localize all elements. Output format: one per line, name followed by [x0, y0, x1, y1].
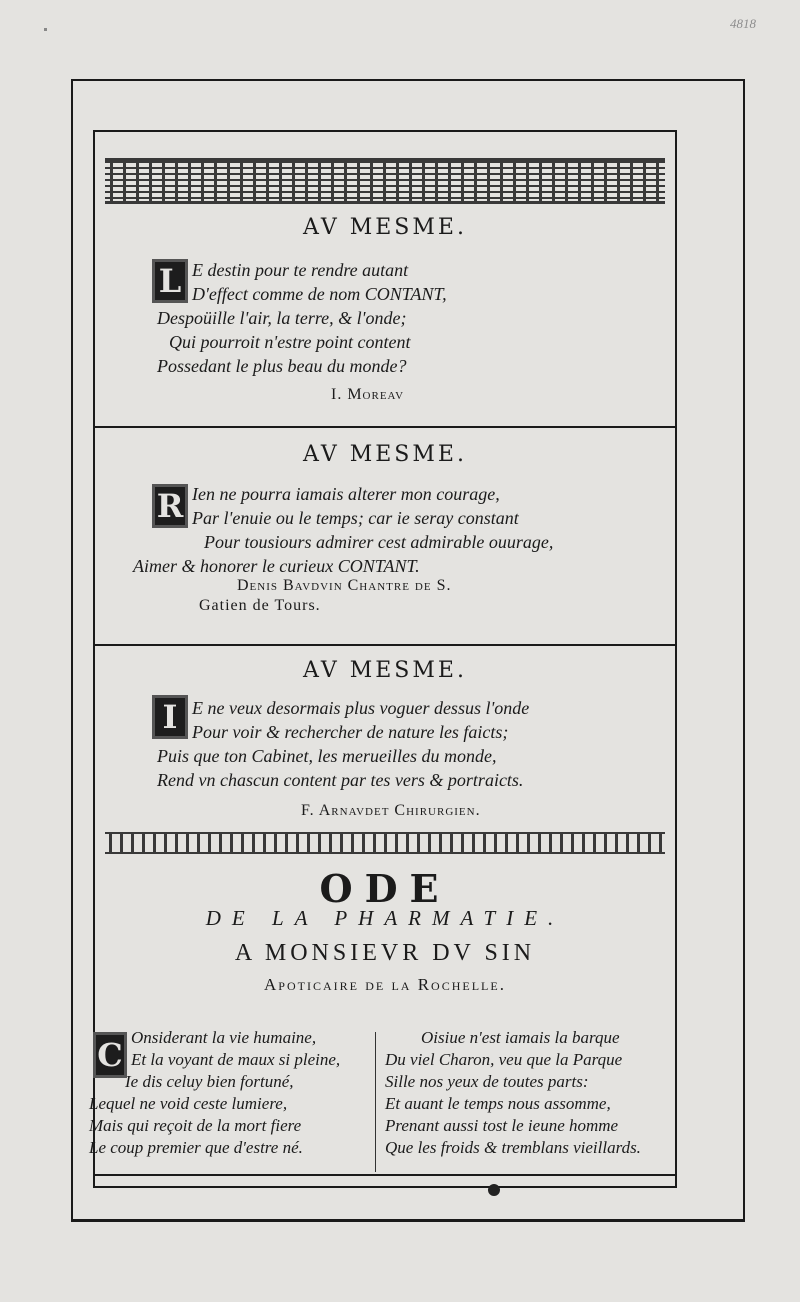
ode-right-line-4: Et auant le temps nous assomme,	[385, 1094, 611, 1113]
ode-right-line-3: Sille nos yeux de toutes parts:	[385, 1072, 589, 1091]
ode-left-stanza-cont	[89, 1071, 303, 1159]
poem1-verse-cont	[157, 306, 411, 378]
divider-2	[95, 644, 675, 646]
ode-role: Apoticaire de la Rochelle.	[264, 975, 506, 994]
poem1-line-4: Qui pourroit n'estre point content	[169, 332, 411, 352]
inner-frame	[89, 130, 677, 1188]
ode-left-line-4: Lequel ne void ceste lumiere,	[89, 1094, 288, 1113]
poem1-line-5: Possedant le plus beau du monde?	[157, 356, 407, 376]
ode-right-line-5: Prenant aussi tost le ieune homme	[385, 1116, 619, 1135]
poem3-signature: F. Arnavdet Chirurgien.	[301, 802, 481, 819]
ode-right-stanza	[385, 1027, 641, 1159]
poem2-signature-1: Denis Bavdvin Chantre de S.	[237, 577, 452, 594]
ode-left-line-1: Onsiderant la vie humaine,	[131, 1028, 317, 1047]
ode-right-line-1: Oisiue n'est iamais la barque	[421, 1028, 620, 1047]
poem3-verse	[192, 696, 529, 744]
poem3-line-1: E ne veux desormais plus voguer dessus l'onde	[192, 698, 530, 718]
ode-left-line-6: Le coup premier que d'estre né.	[89, 1138, 303, 1157]
ornamental-band-middle	[105, 832, 665, 854]
poem3-verse-cont	[157, 744, 523, 792]
poem2-verse-cont	[133, 554, 420, 578]
poem2-line-2: Par l'enuie ou le temps; car ie seray constant	[192, 508, 519, 528]
poem1-line-1: E destin pour te rendre autant	[192, 260, 409, 280]
ode-left-line-3: Ie dis celuy bien fortuné,	[125, 1072, 294, 1091]
poem2-line-1: Ien ne pourra iamais alterer mon courage,	[192, 484, 500, 504]
ode-left-line-5: Mais qui reçoit de la mort fiere	[89, 1116, 302, 1135]
poem2-signature-2: Gatien de Tours.	[199, 597, 321, 614]
ode-left-stanza	[131, 1027, 340, 1071]
ode-dedication: A MONSIEVR DV SIN	[234, 940, 536, 966]
poem1-dropcap: L	[152, 259, 188, 303]
poem2-verse	[192, 482, 553, 554]
poem3-line-4: Rend vn chascun content par tes vers & portraicts.	[157, 770, 524, 790]
poem2-title: AV MESME.	[303, 442, 467, 467]
page-mark	[44, 28, 47, 31]
ode-column-rule	[375, 1032, 376, 1172]
ode-dropcap: C	[93, 1032, 127, 1078]
poem3-title: AV MESME.	[303, 658, 467, 683]
poem3-dropcap: I	[152, 695, 188, 739]
ornamental-band-top	[105, 158, 665, 204]
poem2-line-4: Aimer & honorer le curieux CONTANT.	[133, 556, 420, 576]
poem3-line-2: Pour voir & rechercher de nature les faicts;	[192, 722, 509, 742]
ode-subtitle: DE LA PHARMATIE.	[205, 906, 565, 930]
shelf-mark: 4818	[730, 16, 756, 31]
ornament-dot	[488, 1184, 500, 1196]
bottom-rule	[95, 1174, 675, 1176]
poem1-verse	[192, 258, 447, 306]
ode-right-line-2: Du viel Charon, veu que la Parque	[385, 1050, 623, 1069]
poem1-line-3: Despoüille l'air, la terre, & l'onde;	[157, 308, 407, 328]
ode-left-line-2: Et la voyant de maux si pleine,	[131, 1050, 341, 1069]
ode-right-line-6: Que les froids & tremblans vieillards.	[385, 1138, 641, 1157]
poem2-dropcap: R	[152, 484, 188, 528]
ode-title: ODE	[319, 866, 451, 911]
poem1-title: AV MESME.	[303, 215, 467, 240]
poem2-line-3: Pour tousiours admirer cest admirable ouurage,	[204, 532, 554, 552]
divider-1	[95, 426, 675, 428]
poem3-line-3: Puis que ton Cabinet, les merueilles du monde,	[157, 746, 497, 766]
poem1-line-2: D'effect comme de nom CONTANT,	[192, 284, 447, 304]
poem1-signature: I. Moreav	[331, 386, 405, 403]
